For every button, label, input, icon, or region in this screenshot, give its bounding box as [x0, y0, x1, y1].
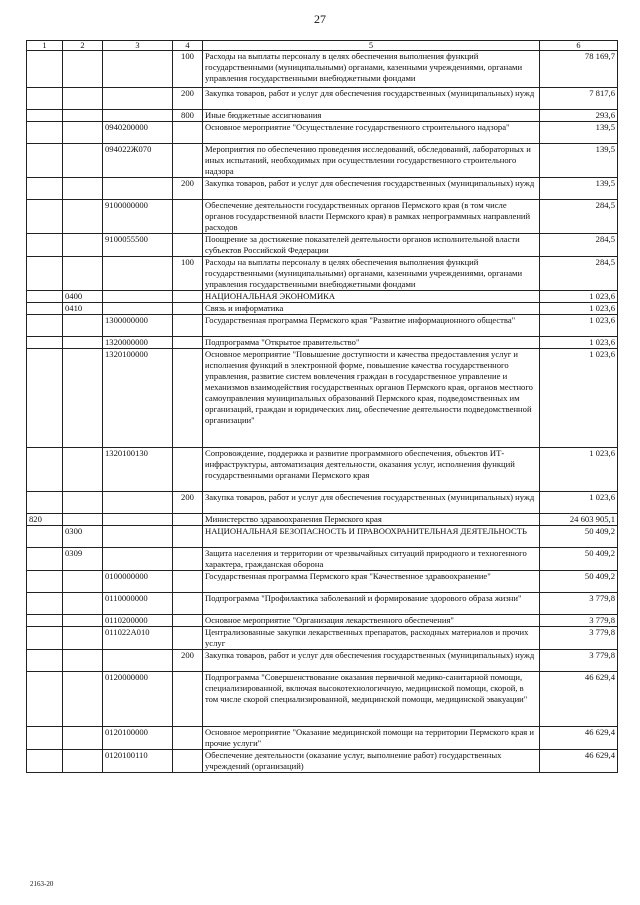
cell-c3: 1300000000 [103, 315, 173, 337]
cell-c2 [63, 234, 103, 257]
cell-c3: 011022А010 [103, 627, 173, 650]
cell-c2 [63, 627, 103, 650]
cell-c4: 100 [173, 51, 203, 88]
cell-c6: 139,5 [540, 144, 618, 178]
cell-c3: 9100000000 [103, 200, 173, 234]
cell-c3: 0120000000 [103, 672, 173, 727]
table-row [27, 650, 618, 672]
cell-c2 [63, 514, 103, 526]
cell-c1 [27, 144, 63, 178]
cell-c3: 0110200000 [103, 615, 173, 627]
cell-c2 [63, 571, 103, 593]
cell-c1 [27, 315, 63, 337]
cell-c4 [173, 200, 203, 234]
cell-c4 [173, 548, 203, 571]
cell-c1: 820 [27, 514, 63, 526]
cell-c4 [173, 627, 203, 650]
cell-c5: Защита населения и территории от чрезвычайных ситуаций природного и техногенного характера, гражданская оборона [203, 548, 540, 571]
cell-c5: Государственная программа Пермского края "Качественное здравоохранение" [203, 571, 540, 593]
cell-c1 [27, 337, 63, 349]
cell-c4 [173, 448, 203, 492]
cell-c4 [173, 337, 203, 349]
cell-c6: 1 023,6 [540, 448, 618, 492]
cell-c3 [103, 526, 173, 548]
cell-c5: Государственная программа Пермского края "Развитие информационного общества" [203, 315, 540, 337]
header-col-2: 2 [63, 41, 103, 51]
table-row [27, 337, 618, 349]
cell-c6: 1 023,6 [540, 291, 618, 303]
cell-c6: 3 779,8 [540, 650, 618, 672]
cell-c1 [27, 571, 63, 593]
table-row [27, 514, 618, 526]
table-row [27, 492, 618, 514]
cell-c4: 200 [173, 650, 203, 672]
table-row [27, 672, 618, 727]
page-number: 27 [314, 12, 326, 26]
cell-c4 [173, 514, 203, 526]
cell-c4 [173, 593, 203, 615]
cell-c3 [103, 492, 173, 514]
cell-c3: 0100000000 [103, 571, 173, 593]
cell-c5: Закупка товаров, работ и услуг для обеспечения государственных (муниципальных) нужд [203, 178, 540, 200]
footer-code: 2163-20 [30, 880, 54, 888]
cell-c4: 800 [173, 110, 203, 122]
table-row [27, 615, 618, 627]
cell-c4 [173, 122, 203, 144]
cell-c6: 7 817,6 [540, 88, 618, 110]
cell-c1 [27, 200, 63, 234]
table-row [27, 51, 618, 88]
cell-c6: 50 409,2 [540, 571, 618, 593]
cell-c3: 0110000000 [103, 593, 173, 615]
cell-c3: 1320100000 [103, 349, 173, 448]
cell-c2 [63, 200, 103, 234]
cell-c2 [63, 144, 103, 178]
cell-c1 [27, 593, 63, 615]
table-row [27, 234, 618, 257]
cell-c2 [63, 122, 103, 144]
cell-c4 [173, 234, 203, 257]
budget-table [26, 40, 618, 773]
cell-c4: 100 [173, 257, 203, 291]
table-row [27, 144, 618, 178]
cell-c6: 3 779,8 [540, 615, 618, 627]
table-row [27, 110, 618, 122]
cell-c3 [103, 303, 173, 315]
cell-c5: Подпрограмма "Профилактика заболеваний и формирование здорового образа жизни" [203, 593, 540, 615]
header-col-4: 4 [173, 41, 203, 51]
cell-c2 [63, 650, 103, 672]
header-col-5: 5 [203, 41, 540, 51]
cell-c3: 0940200000 [103, 122, 173, 144]
cell-c4 [173, 526, 203, 548]
cell-c3 [103, 88, 173, 110]
cell-c5: Закупка товаров, работ и услуг для обеспечения государственных (муниципальных) нужд [203, 650, 540, 672]
cell-c1 [27, 526, 63, 548]
cell-c5: Иные бюджетные ассигнования [203, 110, 540, 122]
cell-c3: 1320100130 [103, 448, 173, 492]
cell-c1 [27, 492, 63, 514]
cell-c2 [63, 337, 103, 349]
header-col-3: 3 [103, 41, 173, 51]
cell-c6: 1 023,6 [540, 315, 618, 337]
cell-c2 [63, 615, 103, 627]
table-row [27, 257, 618, 291]
cell-c6: 284,5 [540, 200, 618, 234]
table-row [27, 200, 618, 234]
cell-c1 [27, 548, 63, 571]
table-row [27, 448, 618, 492]
cell-c6: 46 629,4 [540, 727, 618, 750]
cell-c3: 1320000000 [103, 337, 173, 349]
cell-c6: 139,5 [540, 122, 618, 144]
cell-c6: 46 629,4 [540, 750, 618, 773]
cell-c4 [173, 672, 203, 727]
cell-c6: 1 023,6 [540, 303, 618, 315]
cell-c6: 3 779,8 [540, 593, 618, 615]
cell-c6: 1 023,6 [540, 337, 618, 349]
cell-c4: 200 [173, 178, 203, 200]
cell-c5: Сопровождение, поддержка и развитие программного обеспечения, объектов ИТ-инфраструктуры, автоматизация деятельности, оказания услуг, исполнения функций государственными органами Пермского края [203, 448, 540, 492]
cell-c1 [27, 178, 63, 200]
cell-c6: 50 409,2 [540, 548, 618, 571]
cell-c5: Расходы на выплаты персоналу в целях обеспечения выполнения функций государственными (муниципальными) органами, казенными учреждениями, органами управления государственными внебюджетными фондами [203, 51, 540, 88]
cell-c1 [27, 349, 63, 448]
cell-c2 [63, 257, 103, 291]
table-row [27, 291, 618, 303]
cell-c1 [27, 88, 63, 110]
cell-c2: 0400 [63, 291, 103, 303]
cell-c3: 0120100110 [103, 750, 173, 773]
cell-c6: 24 603 905,1 [540, 514, 618, 526]
cell-c1 [27, 672, 63, 727]
cell-c5: Централизованные закупки лекарственных препаратов, расходных материалов и прочих услуг [203, 627, 540, 650]
cell-c1 [27, 110, 63, 122]
cell-c3: 094022Ж070 [103, 144, 173, 178]
cell-c5: Обеспечение деятельности государственных органов Пермского края (в том числе органов государственной власти Пермского края) в рамках непрограммных направлений расходов [203, 200, 540, 234]
cell-c1 [27, 727, 63, 750]
cell-c4 [173, 727, 203, 750]
cell-c5: Министерство здравоохранения Пермского края [203, 514, 540, 526]
cell-c2 [63, 178, 103, 200]
table-row [27, 727, 618, 750]
cell-c5: Обеспечение деятельности (оказание услуг, выполнение работ) государственных учреждений (организаций) [203, 750, 540, 773]
table-row [27, 303, 618, 315]
cell-c5: Закупка товаров, работ и услуг для обеспечения государственных (муниципальных) нужд [203, 88, 540, 110]
cell-c6: 139,5 [540, 178, 618, 200]
table-row [27, 593, 618, 615]
cell-c4 [173, 349, 203, 448]
cell-c3 [103, 51, 173, 88]
cell-c6: 3 779,8 [540, 627, 618, 650]
cell-c1 [27, 257, 63, 291]
table-row [27, 750, 618, 773]
cell-c1 [27, 122, 63, 144]
cell-c3 [103, 110, 173, 122]
table-row [27, 178, 618, 200]
cell-c5: Подпрограмма "Открытое правительство" [203, 337, 540, 349]
cell-c5: Закупка товаров, работ и услуг для обеспечения государственных (муниципальных) нужд [203, 492, 540, 514]
table-body [27, 51, 618, 773]
cell-c2: 0300 [63, 526, 103, 548]
cell-c2 [63, 492, 103, 514]
cell-c4 [173, 291, 203, 303]
cell-c6: 1 023,6 [540, 349, 618, 448]
cell-c1 [27, 627, 63, 650]
cell-c1 [27, 650, 63, 672]
cell-c5: Мероприятия по обеспечению проведения исследований, обследований, лабораторных и иных испытаний, необходимых при осуществлении государственного строительного надзора [203, 144, 540, 178]
table-row [27, 349, 618, 448]
cell-c1 [27, 615, 63, 627]
cell-c2 [63, 672, 103, 727]
cell-c3 [103, 178, 173, 200]
cell-c3 [103, 548, 173, 571]
table-row [27, 548, 618, 571]
cell-c6: 284,5 [540, 234, 618, 257]
cell-c4 [173, 303, 203, 315]
cell-c5: Подпрограмма "Совершенствование оказания первичной медико-санитарной помощи, специализированной, включая высокотехнологичную, медицинской помощи, скорой, в том числе скорой специализированной, медицинской помощи, медицинской эвакуации" [203, 672, 540, 727]
cell-c4 [173, 571, 203, 593]
cell-c2 [63, 315, 103, 337]
header-row [27, 41, 618, 51]
table-row [27, 571, 618, 593]
cell-c4 [173, 144, 203, 178]
table-row [27, 315, 618, 337]
cell-c6: 46 629,4 [540, 672, 618, 727]
table-row [27, 627, 618, 650]
cell-c6: 50 409,2 [540, 526, 618, 548]
cell-c5: Основное мероприятие "Повышение доступности и качества предоставления услуг и исполнения функций в электронной форме, повышение качества государственного управления, развитие систем вовлечения граждан в государственное управление и механизмов взаимодействия государственных органов Пермского края, органов местного самоуправления муниципальных образований Пермского края, подведомственных им организаций, граждан и юридических лиц, обеспечение деятельности подведомственной организации" [203, 349, 540, 448]
cell-c3 [103, 257, 173, 291]
cell-c2 [63, 727, 103, 750]
cell-c1 [27, 234, 63, 257]
cell-c4 [173, 615, 203, 627]
cell-c6: 1 023,6 [540, 492, 618, 514]
cell-c3: 9100055500 [103, 234, 173, 257]
cell-c3 [103, 291, 173, 303]
cell-c3: 0120100000 [103, 727, 173, 750]
cell-c2: 0309 [63, 548, 103, 571]
table-row [27, 122, 618, 144]
cell-c2: 0410 [63, 303, 103, 315]
cell-c3 [103, 650, 173, 672]
cell-c2 [63, 750, 103, 773]
cell-c6: 78 169,7 [540, 51, 618, 88]
cell-c5: Поощрение за достижение показателей деятельности органов исполнительной власти субъектов Российской Федерации [203, 234, 540, 257]
header-col-1: 1 [27, 41, 63, 51]
cell-c6: 284,5 [540, 257, 618, 291]
cell-c5: Основное мероприятие "Осуществление государственного строительного надзора" [203, 122, 540, 144]
table-row [27, 526, 618, 548]
cell-c2 [63, 448, 103, 492]
cell-c5: Основное мероприятие "Оказание медицинской помощи на территории Пермского края и прочие услуги" [203, 727, 540, 750]
cell-c5: НАЦИОНАЛЬНАЯ БЕЗОПАСНОСТЬ И ПРАВООХРАНИТЕЛЬНАЯ ДЕЯТЕЛЬНОСТЬ [203, 526, 540, 548]
cell-c1 [27, 750, 63, 773]
cell-c2 [63, 110, 103, 122]
cell-c2 [63, 349, 103, 448]
cell-c3 [103, 514, 173, 526]
cell-c4 [173, 315, 203, 337]
cell-c5: Расходы на выплаты персоналу в целях обеспечения выполнения функций государственными (муниципальными) органами, казенными учреждениями, органами управления государственными внебюджетными фондами [203, 257, 540, 291]
cell-c5: НАЦИОНАЛЬНАЯ ЭКОНОМИКА [203, 291, 540, 303]
cell-c6: 293,6 [540, 110, 618, 122]
cell-c1 [27, 291, 63, 303]
cell-c2 [63, 88, 103, 110]
cell-c2 [63, 593, 103, 615]
table-row [27, 88, 618, 110]
cell-c4: 200 [173, 492, 203, 514]
cell-c4: 200 [173, 88, 203, 110]
cell-c2 [63, 51, 103, 88]
cell-c1 [27, 303, 63, 315]
cell-c1 [27, 51, 63, 88]
cell-c5: Связь и информатика [203, 303, 540, 315]
cell-c5: Основное мероприятие "Организация лекарственного обеспечения" [203, 615, 540, 627]
cell-c4 [173, 750, 203, 773]
cell-c1 [27, 448, 63, 492]
header-col-6: 6 [540, 41, 618, 51]
